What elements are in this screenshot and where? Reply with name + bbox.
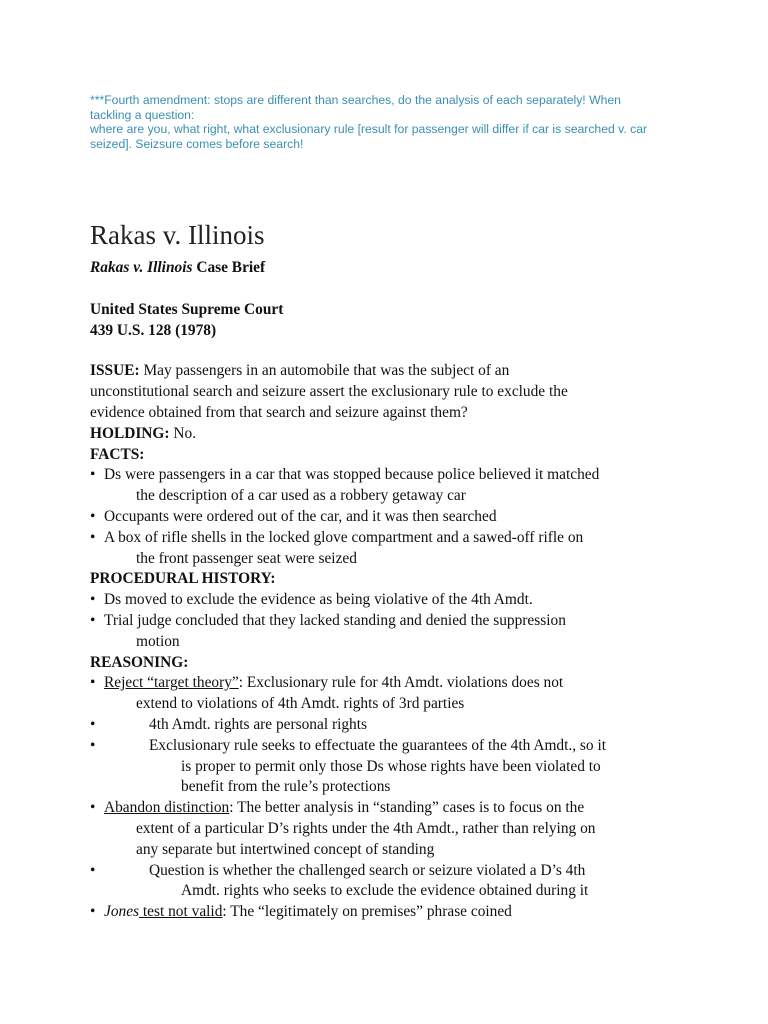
brief-subtitle [90,258,690,279]
list-item-text: is proper to permit only those Ds whose rights have been violated to [181,757,601,775]
bullet: • [90,611,96,629]
list-item-text: Question is whether the challenged search or seizure violated a D’s 4th [149,861,586,879]
list-item-text: Exclusionary rule seeks to effectuate the guarantees of the 4th Amdt., so it [149,736,607,754]
list-item-text: A box of rifle shells in the locked glove compartment and a sawed-off rifle on [104,528,584,546]
holding-text: No. [169,424,197,442]
list-item-text: Ds were passengers in a car that was stopped because police believed it matched [104,466,600,484]
note-line: ***Fourth amendment: stops are different than searches, do the analysis of each separately! When [90,93,621,107]
list-item [90,798,690,860]
list-item-text: : Exclusionary rule for 4th Amdt. violations does not [238,674,564,692]
list-item-text: Trial judge concluded that they lacked standing and denied the suppression [104,611,566,629]
bullet: • [90,466,96,484]
list-item-text: benefit from the rule’s protections [181,778,391,796]
list-item-text: Amdt. rights who seeks to exclude the evidence obtained during it [181,882,589,900]
list-item [90,507,690,528]
facts-label: FACTS: [90,445,145,463]
list-item [90,902,690,923]
case-brief [90,218,690,923]
reasoning-label: REASONING: [90,653,189,671]
list-item [90,861,690,903]
list-item-text: Occupants were ordered out of the car, and it was then searched [104,507,497,525]
list-item-text: Ds moved to exclude the evidence as being violative of the 4th Amdt. [104,591,533,609]
note-line: seized]. Seizsure comes before search! [90,136,304,151]
list-item [90,590,690,611]
citation: 439 U.S. 128 (1978) [90,321,217,339]
study-note [90,93,670,151]
issue-text: May passengers in an automobile that was the subject of an [139,362,510,380]
bullet: • [90,715,96,733]
issue-text: evidence obtained from that search and seizure against them? [90,403,468,421]
list-item [90,715,690,736]
procedural-history-label: PROCEDURAL HISTORY: [90,570,276,588]
list-item-text: the front passenger seat were seized [136,549,357,567]
list-item-text: extent of a particular D’s rights under the 4th Amdt., rather than relying on [136,819,596,837]
list-item [90,465,690,507]
issue-text: unconstitutional search and seizure assert the exclusionary rule to exclude the [90,383,568,401]
bullet: • [90,861,96,879]
bullet: • [90,507,96,525]
page-title: Rakas v. Illinois [90,220,265,250]
holding-label: HOLDING: [90,424,170,442]
bullet: • [90,528,96,546]
list-item-text: : The “legitimately on premises” phrase coined [222,903,512,921]
underlined-heading: test not valid [139,903,223,921]
note-line: tackling a question: [90,107,195,122]
subtitle-rest: Case Brief [192,259,266,276]
case-name-italic: Jones [104,903,140,921]
list-item [90,736,690,798]
bullet: • [90,736,96,754]
list-item-text: any separate but intertwined concept of standing [136,840,435,858]
court-name: United States Supreme Court [90,300,284,318]
note-line: where are you, what right, what exclusionary rule [result for passenger will differ if car is searched v. car [90,122,648,137]
subtitle-case-name: Rakas v. Illinois [90,259,193,276]
bullet: • [90,799,96,817]
underlined-heading: Abandon distinction [104,799,230,817]
bullet: • [90,591,96,609]
issue-label: ISSUE: [90,362,140,380]
list-item [90,673,690,715]
list-item [90,611,690,653]
list-item-text: : The better analysis in “standing” cases is to focus on the [229,799,585,817]
issue-section [90,361,690,382]
bullet: • [90,674,96,692]
holding-section [90,424,690,445]
bullet: • [90,903,96,921]
list-item [90,528,690,570]
list-item-text: the description of a car used as a robbery getaway car [136,487,466,505]
list-item-text: extend to violations of 4th Amdt. rights of 3rd parties [136,695,465,713]
list-item-text: motion [136,632,180,650]
underlined-heading: Reject “target theory” [104,674,239,692]
list-item-text: 4th Amdt. rights are personal rights [149,715,368,733]
